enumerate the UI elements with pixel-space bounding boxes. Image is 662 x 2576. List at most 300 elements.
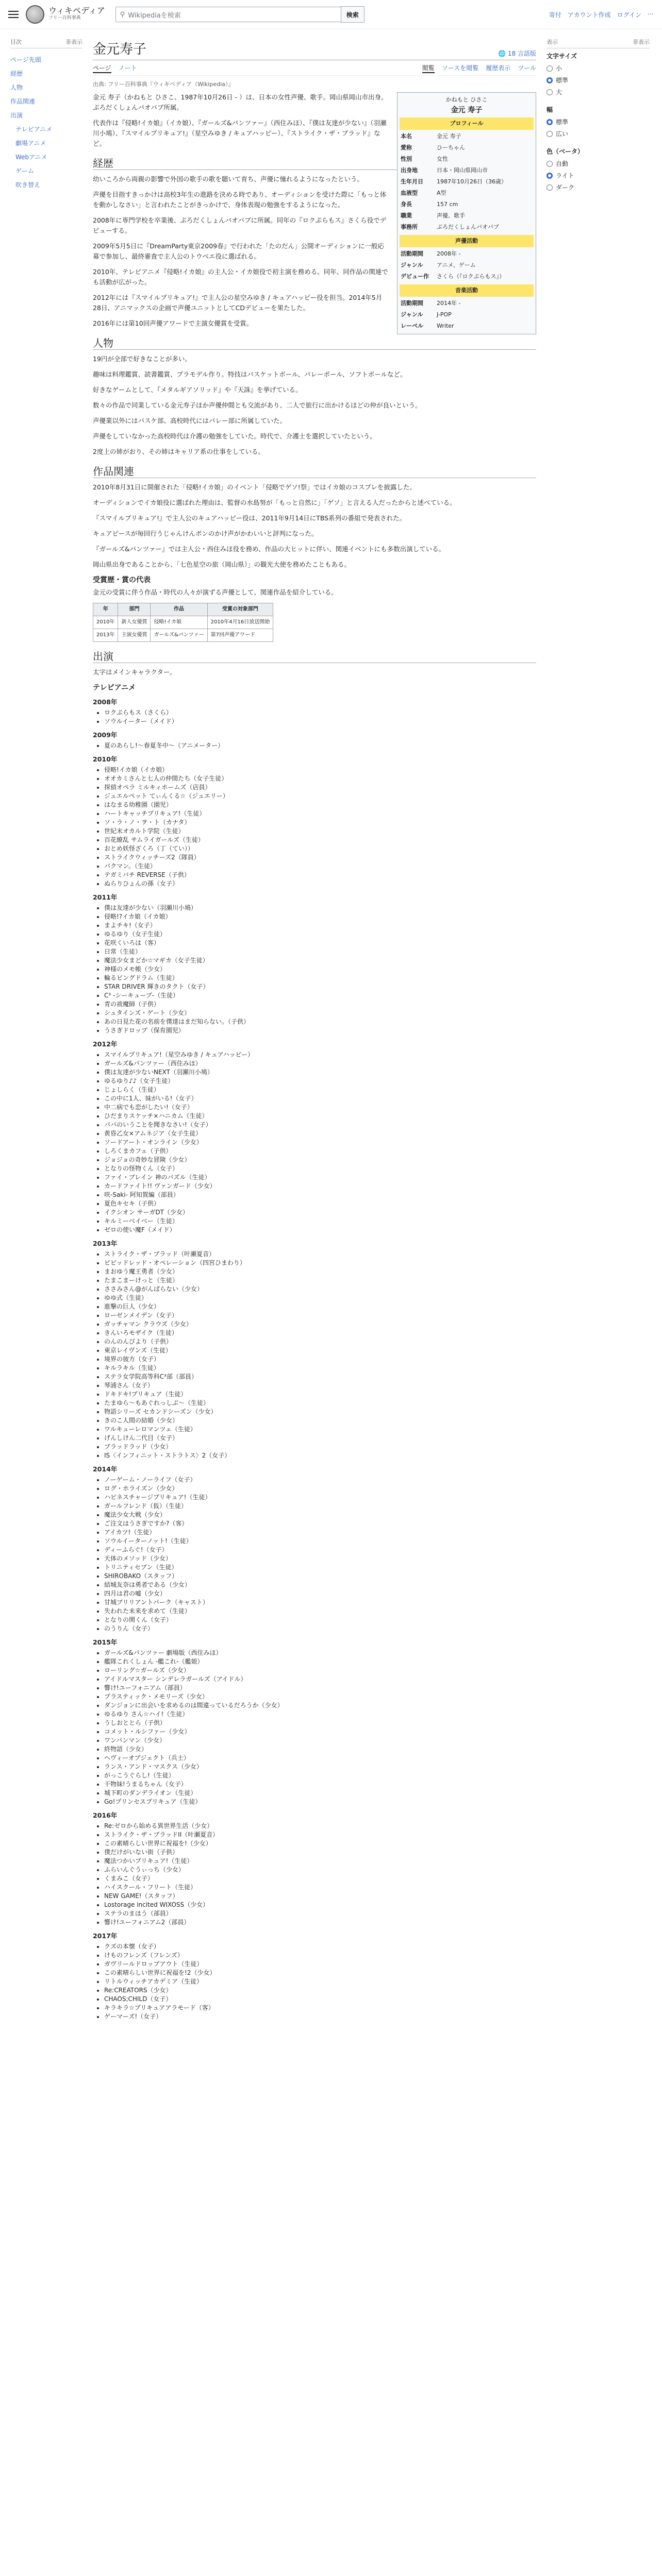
list-item[interactable]: • ノーゲーム・ノーライフ（女子） xyxy=(104,1476,536,1484)
list-item[interactable]: • 探偵オペラ ミルキィホームズ（店員） xyxy=(104,783,536,792)
list-item[interactable]: • 夏のあらし!〜春夏冬中〜（アニメーター） xyxy=(104,741,536,750)
list-item[interactable]: • たまゆら〜もあぐれっしぶ〜（生徒） xyxy=(104,1399,536,1408)
infobox-key: 生年月日 xyxy=(401,178,423,185)
appearance-hide[interactable]: 非表示 xyxy=(633,39,650,45)
infobox-row xyxy=(400,271,534,282)
section-paragraph: 2010年8月31日に開催された「侵略!イカ娘」のイベント「侵略でゲソ!祭」ではイカ娘のコスプレを披露した。 xyxy=(93,483,416,491)
lead-paragraph: 金元 寿子（かねもと ひさこ、1987年10月26日 - ）は、日本の女性声優、歌手。岡山県岡山市出身。ぷろだくしょんバオバブ所属。 xyxy=(93,93,388,111)
list-item[interactable]: • きんいろモザイク（生徒） xyxy=(104,1329,536,1337)
list-item[interactable]: • 四月は君の嘘（少女） xyxy=(104,1589,536,1598)
list-item[interactable]: • ご注文はうさぎですか?（客） xyxy=(104,1519,536,1528)
list-item[interactable]: • 甘城ブリリアントパーク（キャスト） xyxy=(104,1598,536,1607)
list-item[interactable]: • この素晴らしい世界に祝福を!2（少女） xyxy=(104,1969,536,1977)
infobox-key: 出身地 xyxy=(401,167,418,174)
toc-item[interactable]: 作品関連 xyxy=(10,98,36,105)
list-item[interactable]: • 進撃の巨人（少女） xyxy=(104,1302,536,1311)
radio-wide[interactable]: 広い xyxy=(547,128,650,140)
section-paragraph: 2度上の姉がおり、その姉はキャリア系の仕事をしている。 xyxy=(93,448,264,455)
list-item[interactable]: • 物語シリーズ セカンドシーズン（少女） xyxy=(104,1408,536,1416)
infobox-key: 活動期間 xyxy=(401,250,423,257)
list-item[interactable]: • テガミバチ REVERSE（子供） xyxy=(104,871,536,879)
role-list xyxy=(93,1942,536,2021)
login-link[interactable]: ログイン xyxy=(617,11,641,19)
radio-standard-width[interactable]: 標準 xyxy=(547,116,650,128)
list-item[interactable]: • ソウルイーター（メイド） xyxy=(104,717,536,726)
infobox-row xyxy=(400,131,534,142)
year-heading: 2016年 xyxy=(93,1811,118,1819)
list-item[interactable]: • 百花繚乱 サムライガールズ（生徒） xyxy=(104,836,536,844)
year-heading: 2008年 xyxy=(93,698,118,706)
width-label: 幅 xyxy=(547,106,553,113)
list-item[interactable]: • コメット・ルシファー（少女） xyxy=(104,1727,536,1736)
infobox-key: ジャンル xyxy=(401,311,423,318)
infobox-kana: かねもと ひさこ xyxy=(445,96,488,103)
header xyxy=(0,0,662,29)
list-item[interactable]: • 中二病でも恋がしたい!（女子） xyxy=(104,1103,536,1112)
infobox-key: 血液型 xyxy=(401,190,418,196)
table-row xyxy=(93,629,273,642)
list-item[interactable]: • 魔法少女まどか☆マギカ（女子生徒） xyxy=(104,956,536,965)
page-source-note: 出典: フリー百科事典『ウィキペディア（Wikipedia）』 xyxy=(93,81,234,88)
list-item[interactable]: • ゆるゆり♪♪（女子生徒） xyxy=(104,1077,536,1086)
list-item[interactable]: • STAR DRIVER 輝きのタクト（女子） xyxy=(104,982,536,991)
list-item[interactable]: • 青の祓魔師（子供） xyxy=(104,1000,536,1009)
list-item[interactable]: • 城下町のダンデライオン（生徒） xyxy=(104,1789,536,1798)
infobox-music-header: 音楽活動 xyxy=(400,284,534,297)
list-item[interactable]: • Lostorage incited WIXOSS（少女） xyxy=(104,1901,536,1909)
awards-title: 受賞歴・賞の代表 xyxy=(93,576,151,584)
list-item[interactable]: • Re:ゼロから始める異世界生活（少女） xyxy=(104,1822,536,1831)
list-item[interactable]: • ストライクウィッチーズ2（隊員） xyxy=(104,853,536,862)
list-item[interactable]: • がっこうぐらし!（生徒） xyxy=(104,1771,536,1780)
list-item[interactable]: • まよチキ!（女子） xyxy=(104,921,536,930)
infobox-profile-header: プロフィール xyxy=(400,117,534,130)
role-list xyxy=(93,1250,536,1460)
list-item[interactable]: • 東京レイヴンズ（生徒） xyxy=(104,1346,536,1355)
list-item[interactable]: • ガールズ&パンツァー（西住みほ） xyxy=(104,1059,536,1068)
toc-item[interactable]: ゲーム xyxy=(15,167,35,175)
list-item[interactable]: • となりの関くん（女子） xyxy=(104,1616,536,1624)
list-item[interactable]: • まおゆう魔王勇者（少女） xyxy=(104,1267,536,1276)
list-item[interactable]: • リトルウィッチアカデミア（生徒） xyxy=(104,1977,536,1986)
list-item[interactable]: • ダンジョンに出会いを求めるのは間違っているだろうか（少女） xyxy=(104,1701,536,1710)
infobox-row xyxy=(400,154,534,165)
list-item[interactable]: • のうりん（女子） xyxy=(104,1624,536,1633)
list-item[interactable]: • 僕は友達が少ない（羽瀬川小鳩） xyxy=(104,904,536,912)
infobox-value: ぷろだくしょんバオバブ xyxy=(437,224,499,230)
list-item[interactable]: • C³ -シーキューブ-（生徒） xyxy=(104,991,536,1000)
year-heading: 2013年 xyxy=(93,1240,118,1247)
list-item[interactable]: • 魔法つかいプリキュア!（生徒） xyxy=(104,1857,536,1866)
role-list xyxy=(93,1050,536,1234)
main-content xyxy=(82,29,547,2024)
list-item[interactable]: • げんしけん二代目（女子） xyxy=(104,1434,536,1443)
logo-title: ウィキペディア xyxy=(48,6,105,15)
section-paragraph: 幼いころから両親の影響で外国の歌手の歌を聴いて育ち、声優に憧れるようになったという。 xyxy=(93,175,364,183)
list-item[interactable]: • ステラ女学院高等科C³部（部員） xyxy=(104,1372,536,1381)
list-item[interactable]: • ハイスクール・フリート（生徒） xyxy=(104,1883,536,1892)
infobox-value: 2014年 - xyxy=(437,300,461,307)
radio-standard[interactable]: 標準 xyxy=(547,74,650,86)
section-heading: 人物 xyxy=(93,338,536,350)
search-button[interactable]: 検索 xyxy=(341,6,365,23)
list-item[interactable]: • のんのんびより（子供） xyxy=(104,1337,536,1346)
table-cell: 侵略!イカ娘 xyxy=(151,616,207,629)
infobox-row xyxy=(400,199,534,210)
infobox-row xyxy=(400,222,534,233)
list-item[interactable]: • うしおととら（子供） xyxy=(104,1719,536,1727)
list-item[interactable]: • ささみさん@がんばらない（少女） xyxy=(104,1285,536,1294)
infobox-row xyxy=(400,176,534,188)
list-item[interactable]: • ゆるゆり さん☆ハイ!（生徒） xyxy=(104,1710,536,1719)
list-item[interactable]: • ディーふらぐ!（女子） xyxy=(104,1546,536,1554)
list-item[interactable]: • ビビッドレッド・オペレーション（四宮ひまわり） xyxy=(104,1259,536,1267)
language-button[interactable]: 🌐 18 言語版 xyxy=(498,50,536,57)
list-item[interactable]: • 侵略!?イカ娘（イカ娘） xyxy=(104,912,536,921)
section-paragraph: 声優業以外にはバスケ部、高校時代にはバレー部に所属していた。 xyxy=(93,417,287,425)
toc-item[interactable]: ページ先頭 xyxy=(10,56,41,63)
toc-item[interactable]: 吹き替え xyxy=(15,181,41,189)
infobox-name: 金元 寿子 xyxy=(451,106,483,114)
toc-item[interactable]: 経歴 xyxy=(10,70,23,77)
list-item[interactable]: • ストライク・ザ・ブラッドII（叶瀬夏音） xyxy=(104,1831,536,1839)
list-item[interactable]: • たまこまーけっと（生徒） xyxy=(104,1276,536,1285)
list-item[interactable]: • ハートキャッチプリキュア!（生徒） xyxy=(104,809,536,818)
list-item[interactable]: • 僕だけがいない街（子供） xyxy=(104,1848,536,1857)
table-cell: 2010年 xyxy=(93,616,118,629)
list-item[interactable]: • 干物妹!うまるちゃん（女子） xyxy=(104,1780,536,1789)
list-item[interactable]: • ロクぷらもス（さくら） xyxy=(104,708,536,717)
list-item[interactable]: • ジュエルペット てぃんくる☆（ジュエリー） xyxy=(104,792,536,801)
table-row xyxy=(93,616,273,629)
infobox-key: 活動期間 xyxy=(401,300,423,307)
toc-item[interactable]: Webアニメ xyxy=(15,154,47,161)
list-item[interactable]: • 響け!ユーフォニアム（部員） xyxy=(104,1684,536,1692)
infobox-row xyxy=(400,165,534,176)
list-item[interactable]: • クズの本懐（女子） xyxy=(104,1942,536,1951)
role-list xyxy=(93,708,536,726)
list-item[interactable]: • 終物語（少女） xyxy=(104,1745,536,1754)
section-paragraph: 好きなゲームとして、『メタルギアソリッド』や『天誅』を挙げている。 xyxy=(93,386,302,394)
page-title: 金元寿子 xyxy=(93,42,147,57)
list-item[interactable]: • 琴浦さん（女子） xyxy=(104,1381,536,1390)
list-item[interactable]: • じょしらく（生徒） xyxy=(104,1086,536,1094)
list-item[interactable]: • ログ・ホライズン（少女） xyxy=(104,1484,536,1493)
list-item[interactable]: • ドキドキ!プリキュア（生徒） xyxy=(104,1390,536,1399)
list-item[interactable]: • しろくまカフェ（子供） xyxy=(104,1147,536,1156)
appearance-heading: 表示 xyxy=(547,39,558,45)
list-item[interactable]: • IS〈インフィニット・ストラトス〉2（女子） xyxy=(104,1451,536,1460)
radio-auto[interactable]: 自動 xyxy=(547,158,650,170)
table-cell: 2010年4月16日放送開始 xyxy=(207,616,273,629)
more-icon[interactable]: ⋯ xyxy=(648,10,654,18)
role-list xyxy=(93,904,536,1035)
table-header: 年 xyxy=(93,603,118,616)
infobox-key: 職業 xyxy=(401,212,412,219)
tab-talk[interactable]: ノート xyxy=(118,64,137,72)
infobox-key: ジャンル xyxy=(401,262,423,268)
year-heading: 2012年 xyxy=(93,1040,118,1048)
toc-item[interactable]: 劇場アニメ xyxy=(15,140,46,147)
list-item[interactable]: • ステラのまほう（部員） xyxy=(104,1909,536,1918)
table-header: 受賞の対象部門 xyxy=(207,603,273,616)
list-item[interactable]: • 花咲くいろは（客） xyxy=(104,939,536,947)
list-item[interactable]: • 僕は友達が少ないNEXT（羽瀬川小鳩） xyxy=(104,1068,536,1077)
section-paragraph: 2016年には第10回声優アワードで主演女優賞を受賞。 xyxy=(93,319,253,327)
infobox-value: 157 cm xyxy=(437,201,458,208)
list-item[interactable]: • きのこ人間の結婚（少女） xyxy=(104,1416,536,1425)
list-item[interactable]: • キルミーベイベー（生徒） xyxy=(104,1217,536,1226)
section-paragraph: キュアピースが毎回行うじゃんけんポンのかけ声がかわいいと評判になった。 xyxy=(93,530,318,537)
appearance-panel xyxy=(547,29,658,2024)
list-item[interactable]: • ゼロの使い魔F（メイド） xyxy=(104,1226,536,1234)
list-item[interactable]: • パパのいうことを聞きなさい!（女子） xyxy=(104,1121,536,1129)
section-paragraph: 19円が全部で好きなことが多い。 xyxy=(93,355,191,363)
create-account-link[interactable]: アカウント作成 xyxy=(567,11,611,19)
toc-item[interactable]: 出演 xyxy=(10,112,23,119)
role-list xyxy=(93,1476,536,1633)
list-item[interactable]: • ワンパンマン（少女） xyxy=(104,1736,536,1745)
search-icon: ⚲ xyxy=(120,10,125,19)
infobox-row xyxy=(400,298,534,309)
list-item[interactable]: • ファイ・ブレイン 神のパズル（生徒） xyxy=(104,1173,536,1182)
list-item[interactable]: • Re:CREATORS（少女） xyxy=(104,1986,536,1995)
infobox-value: 女性 xyxy=(437,156,448,162)
appearance-note: 太字はメインキャラクター。 xyxy=(93,668,176,676)
section-paragraph: オーディションでイカ娘役に選ばれた理由は、監督の水島努が「もっと自然に」「ゲソ」と言える人だったからと述べている。 xyxy=(93,499,456,506)
section-paragraph: 『ガールズ&パンツァー』では主人公・西住みほ役を務め、作品の大ヒットに伴い、関連イベントにも多数出演している。 xyxy=(93,545,445,553)
list-item[interactable]: • くまみこ（女子） xyxy=(104,1874,536,1883)
infobox-key: デビュー作 xyxy=(401,273,429,280)
list-item[interactable]: • トリニティセブン（生徒） xyxy=(104,1563,536,1572)
list-item[interactable]: • ガールズ&パンツァー 劇場版（西住みほ） xyxy=(104,1649,536,1657)
globe-icon xyxy=(26,5,44,24)
list-item[interactable]: • アイドルマスター シンデレラガールズ（アイドル） xyxy=(104,1675,536,1684)
tab-tools[interactable]: ツール xyxy=(518,64,536,72)
list-item[interactable]: • ふらいんぐうぃっち（少女） xyxy=(104,1866,536,1874)
user-links xyxy=(549,10,654,19)
infobox-row xyxy=(400,248,534,260)
list-item[interactable]: • 神様のメモ帳（少女） xyxy=(104,965,536,974)
list-item[interactable]: • ガールフレンド（仮）（生徒） xyxy=(104,1502,536,1511)
text-size-label: 文字サイズ xyxy=(547,53,577,60)
role-list xyxy=(93,1822,536,1927)
menu-icon[interactable] xyxy=(8,10,19,19)
infobox-key: レーベル xyxy=(401,323,423,329)
infobox-row xyxy=(400,142,534,154)
search-input[interactable] xyxy=(115,7,341,22)
list-item[interactable]: • ソウルイーターノット!（生徒） xyxy=(104,1537,536,1546)
color-label: 色（ベータ） xyxy=(547,148,584,155)
infobox-key: 愛称 xyxy=(401,144,412,151)
section-paragraph: 2010年、テレビアニメ『侵略!イカ娘』の主人公・イカ娘役で初主演を務める。同年、同作品の関連でも活動が広がった。 xyxy=(93,268,388,286)
list-item[interactable]: • この素晴らしい世界に祝福を!（少女） xyxy=(104,1839,536,1848)
year-heading: 2009年 xyxy=(93,731,118,739)
list-item[interactable]: • 結城友奈は勇者である（少女） xyxy=(104,1581,536,1589)
year-heading: 2011年 xyxy=(93,893,118,901)
infobox-key: 本名 xyxy=(401,133,412,140)
list-item[interactable]: • となりの怪物くん（女子） xyxy=(104,1164,536,1173)
list-item[interactable]: • 魔法少女大戦（少女） xyxy=(104,1511,536,1519)
list-item[interactable]: • 響け!ユーフォニアム2（部員） xyxy=(104,1918,536,1927)
list-item[interactable]: • カードファイト!! ヴァンガード（少女） xyxy=(104,1182,536,1191)
infobox-value: 1987年10月26日（36歳） xyxy=(437,178,507,185)
radio-large[interactable]: 大 xyxy=(547,86,650,98)
tab-read[interactable]: 閲覧 xyxy=(422,63,435,73)
list-item[interactable]: • あの日見た花の名前を僕達はまだ知らない。（子供） xyxy=(104,1018,536,1026)
list-item[interactable]: • バクマン。（生徒） xyxy=(104,862,536,871)
year-heading: 2015年 xyxy=(93,1638,118,1646)
infobox-value: さくら（『ロクぷらもス』） xyxy=(437,273,505,280)
toc-hide-button[interactable]: 非表示 xyxy=(65,39,82,45)
awards-table xyxy=(93,603,273,642)
table-cell: 2013年 xyxy=(93,629,118,642)
list-item[interactable]: • けものフレンズ（フレンズ） xyxy=(104,1951,536,1960)
list-item[interactable]: • シュタインズ・ゲート（少女） xyxy=(104,1009,536,1018)
list-item[interactable]: • うさぎドロップ（保育園児） xyxy=(104,1026,536,1035)
list-item[interactable]: • ワルキューレロマンツェ（生徒） xyxy=(104,1425,536,1434)
section-paragraph: 2009年5月5日に『DreamParty東京2009春』で行われた「たのだん」公開オーディションに一般応募で参加し、最終審査で主人公のトウベエ役に選ばれる。 xyxy=(93,242,384,260)
list-item[interactable]: • ゆゆ式（生徒） xyxy=(104,1294,536,1302)
infobox-value: アニメ、ゲーム xyxy=(437,262,476,268)
list-item[interactable]: • 世紀末オカルト学院（生徒） xyxy=(104,827,536,836)
infobox-key: 性別 xyxy=(401,156,412,162)
list-item[interactable]: • この中に1人、妹がいる!（女子） xyxy=(104,1094,536,1103)
year-heading: 2014年 xyxy=(93,1465,118,1473)
role-list xyxy=(93,766,536,888)
donate-link[interactable]: 寄付 xyxy=(549,11,561,19)
list-item[interactable]: • ランス・アンド・マスクス（少女） xyxy=(104,1762,536,1771)
list-item[interactable]: • 失われた未来を求めて（生徒） xyxy=(104,1607,536,1616)
list-item[interactable]: • 日常（生徒） xyxy=(104,947,536,956)
list-item[interactable]: • 侵略!イカ娘（イカ娘） xyxy=(104,766,536,774)
section-paragraph: 『スマイルプリキュア!』で主人公のキュアハッピー役は、2011年9月14日にTBS系列の番組で発表された。 xyxy=(93,514,406,522)
section-paragraph: 声優を目指すきっかけは高校3年生の進路を決める時であり、オーディションを受けた際に「もっと体を動かしなさい」と言われたことがきっかけで、身体表現の勉強をするようになった。 xyxy=(93,191,387,209)
list-item[interactable]: • ソ・ラ・ノ・ヲ・ト（カナタ） xyxy=(104,818,536,827)
list-item[interactable]: • ガヴリールドロップアウト（生徒） xyxy=(104,1960,536,1969)
list-item[interactable]: • おとめ妖怪ざくろ（丁（てい）） xyxy=(104,844,536,853)
list-item[interactable]: • ジョジョの奇妙な冒険（少女） xyxy=(104,1156,536,1164)
list-item[interactable]: • イクシオン サーガDT（少女） xyxy=(104,1208,536,1217)
search-form xyxy=(115,6,365,23)
wikipedia-logo[interactable] xyxy=(26,5,105,24)
list-item[interactable]: • 咲-Saki- 阿知賀編（部員） xyxy=(104,1191,536,1199)
section-heading: 経歴 xyxy=(93,158,536,170)
infobox-value: A型 xyxy=(437,190,446,196)
list-item[interactable]: • ぬらりひょんの孫（女子） xyxy=(104,879,536,888)
tab-view-source[interactable]: ソースを閲覧 xyxy=(441,64,479,72)
list-item[interactable]: • ゲーマーズ!（女子） xyxy=(104,2012,536,2021)
list-item[interactable]: • CHAOS;CHILD（女子） xyxy=(104,1995,536,2004)
infobox xyxy=(397,92,536,334)
list-item[interactable]: • 境界の彼方（女子） xyxy=(104,1355,536,1364)
list-item[interactable]: • Go!プリンセスプリキュア（生徒） xyxy=(104,1798,536,1806)
search-placeholder: Wikipediaを検索 xyxy=(128,11,181,20)
list-item[interactable]: • はなまる幼稚園（園児） xyxy=(104,801,536,809)
list-item[interactable]: • ローゼンメイデン（女子） xyxy=(104,1311,536,1320)
list-item[interactable]: • 天体のメソッド（少女） xyxy=(104,1554,536,1563)
year-heading: 2010年 xyxy=(93,755,118,763)
list-item[interactable]: • SHIROBAKO（スタッフ） xyxy=(104,1572,536,1581)
list-item[interactable]: • 艦隊これくしょん -艦これ-（艦娘） xyxy=(104,1657,536,1666)
infobox-value: J-POP xyxy=(437,311,452,318)
section-paragraph: 岡山県出身であることから、「七色星空の旅（岡山県）」の観光大使を務めたこともある。 xyxy=(93,561,351,568)
list-item[interactable]: • オオカミさんと七人の仲間たち（女子生徒） xyxy=(104,774,536,783)
role-list xyxy=(93,1649,536,1806)
section-heading: 作品関連 xyxy=(93,466,536,478)
list-item[interactable]: • ヘヴィーオブジェクト（兵士） xyxy=(104,1754,536,1762)
list-item[interactable]: • プラスティック・メモリーズ（少女） xyxy=(104,1692,536,1701)
list-item[interactable]: • NEW GAME!（スタッフ） xyxy=(104,1892,536,1901)
list-item[interactable]: • ハピネスチャージプリキュア!（生徒） xyxy=(104,1493,536,1502)
list-item[interactable]: • アイカツ!（生徒） xyxy=(104,1528,536,1537)
list-item[interactable]: • キラキラ☆プリキュアアラモード（客） xyxy=(104,2004,536,2012)
list-item[interactable]: • ソードアート・オンライン（少女） xyxy=(104,1138,536,1147)
infobox-value: ひーちゃん xyxy=(437,144,465,151)
tab-history[interactable]: 履歴表示 xyxy=(486,64,511,72)
infobox-row xyxy=(400,210,534,222)
role-list xyxy=(93,741,536,750)
infobox-row xyxy=(400,320,534,332)
tab-page[interactable]: ページ xyxy=(93,63,111,73)
section-paragraph: 数々の作品で同業している金元寿子ほか声優仲間とも交流があり、二人で旅行に出かけるほどの仲が良いという。 xyxy=(93,401,422,409)
radio-dark[interactable]: ダーク xyxy=(547,181,650,193)
list-item[interactable]: • ガッチャマン クラウズ（少女） xyxy=(104,1320,536,1329)
radio-small[interactable]: 小 xyxy=(547,62,650,74)
infobox-key: 事務所 xyxy=(401,224,418,230)
list-item[interactable]: • 黄昏乙女×アムネジア（女子生徒） xyxy=(104,1129,536,1138)
radio-light[interactable]: ライト xyxy=(547,170,650,181)
infobox-value: 2008年 - xyxy=(437,250,461,257)
logo-subtitle: フリー百科事典 xyxy=(48,15,81,21)
infobox-value: 声優、歌手 xyxy=(437,212,465,219)
list-item[interactable]: • ストライク・ザ・ブラッド（叶瀬夏音） xyxy=(104,1250,536,1259)
list-item[interactable]: • スマイルプリキュア!（星空みゆき / キュアハッピー） xyxy=(104,1050,536,1059)
list-item[interactable]: • 夏色キセキ（子供） xyxy=(104,1199,536,1208)
tv-anime-heading: テレビアニメ xyxy=(93,684,136,692)
section-paragraph: 2012年には『スマイルプリキュア!』で主人公の星空みゆき / キュアハッピー役を担当。2014年5月28日、アニマックスの企画で声優ユニットとしてCDデビューを果たした。 xyxy=(93,294,383,312)
table-cell: 新人女優賞 xyxy=(118,616,151,629)
list-item[interactable]: • ゆるゆり（女子生徒） xyxy=(104,930,536,939)
infobox-row xyxy=(400,309,534,320)
year-heading: 2017年 xyxy=(93,1932,118,1940)
list-item[interactable]: • キルラキル（生徒） xyxy=(104,1364,536,1372)
section-paragraph: 趣味は料理鑑賞、読書鑑賞、プラモデル作り。特技はバスケットボール、バレーボール、ソフトボールなど。 xyxy=(93,370,407,378)
list-item[interactable]: • ひだまりスケッチ×ハニカム（生徒） xyxy=(104,1112,536,1121)
infobox-value: 金元 寿子 xyxy=(437,133,461,140)
table-cell: ガールズ&パンツァー xyxy=(151,629,207,642)
table-cell: 第7回声優アワード xyxy=(207,629,273,642)
list-item[interactable]: • 輪るピングドラム（生徒） xyxy=(104,974,536,982)
section-heading-appearance: 出演 xyxy=(93,651,536,663)
table-header: 作品 xyxy=(151,603,207,616)
table-header: 部門 xyxy=(118,603,151,616)
infobox-value: Writer xyxy=(437,323,454,329)
section-paragraph: 2008年に専門学校を卒業後、ぷろだくしょんバオバブに所属。同年の『ロクぷらもス』さくら役でデビューする。 xyxy=(93,216,387,234)
section-paragraph: 声優をしていなかった高校時代は介護の勉強をしていた。時代で、介護士を選択していたという。 xyxy=(93,432,376,440)
toc-heading: 目次 xyxy=(10,39,22,45)
toc-item[interactable]: 人物 xyxy=(10,84,23,91)
infobox-key: 身長 xyxy=(401,201,412,208)
list-item[interactable]: • ローリング☆ガールズ（少女） xyxy=(104,1666,536,1675)
infobox-value: 日本・岡山県岡山市 xyxy=(437,167,488,174)
infobox-activity-header: 声優活動 xyxy=(400,235,534,247)
awards-intro: 金元の受賞に伴う作品・時代の人々が演ずる声優として、関連作品を紹介している。 xyxy=(93,588,338,596)
lead-paragraph: 代表作は『侵略!イカ娘』（イカ娘）、『ガールズ&パンツァー』（西住みほ）、『僕は友達が少ない』（羽瀬川小鳩）、『スマイルプリキュア!』（星空みゆき / キュアハッピー）、『ストライク・ザ・ブラッド』など。 xyxy=(93,119,387,147)
infobox-row xyxy=(400,188,534,199)
list-item[interactable]: • ブラッドラッド（少女） xyxy=(104,1443,536,1451)
toc-item[interactable]: テレビアニメ xyxy=(15,126,53,133)
